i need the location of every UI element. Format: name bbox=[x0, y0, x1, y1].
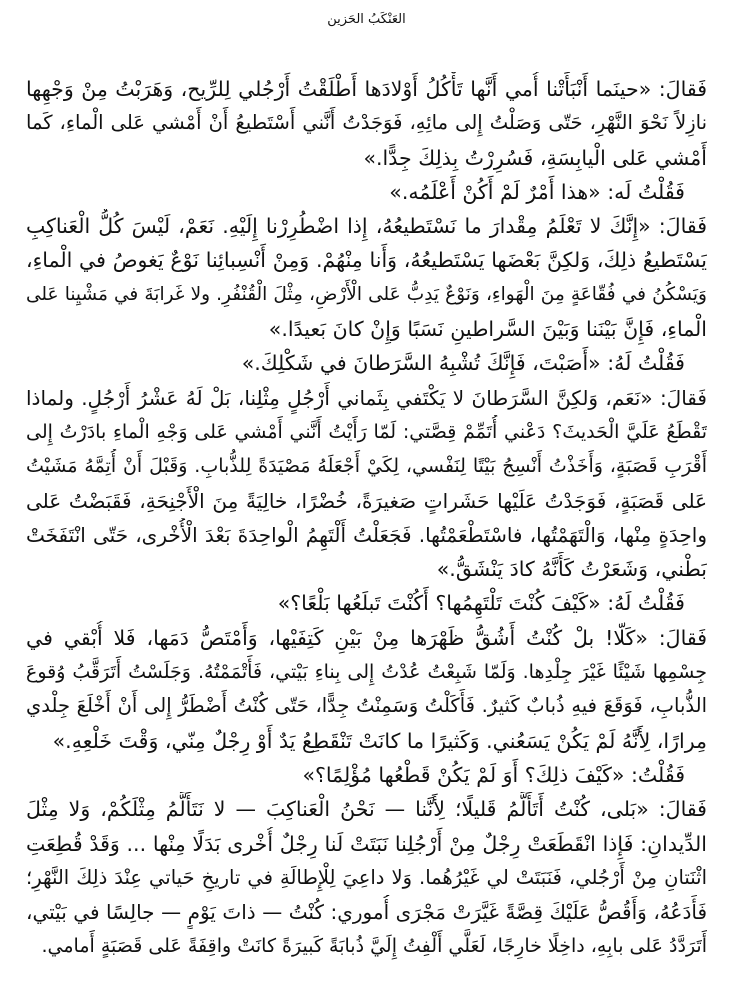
text-line: فَقُلْتُ لَه: «هذا أَمْرٌ لَمْ أَكُنْ أَعْلَمُه.» bbox=[389, 179, 685, 204]
text-line: فَقُلْتُ: «كَيْفَ ذلِكَ؟ أَوَ لَمْ يَكُنْ قَطْعُها مُؤْلِمًا؟» bbox=[302, 762, 685, 787]
text-line: الدِّيدانِ: فَإِذا انْقَطَعَتْ رِجْلٌ مِنْ أَرْجُلِنا نَبَتَتْ لَنا رِجْلٌ أُخْرى بَدَلًا مِنْها ... وَقَدْ قُطِعَتِ bbox=[26, 831, 707, 856]
paragraph bbox=[26, 381, 707, 587]
text-line: بَطْني، وَشَعَرْتُ كَأَنَّهُ كادَ يَنْشَقُّ.» bbox=[436, 557, 707, 582]
text-line: أَقْرَبِ قَصَبَةٍ، وَأَخَذْتُ أَنْسِجُ بَيْتًا لِنَفْسي، لِكَيْ أَجْعَلَهُ مَصْيَدَةً لِلذُّبابِ. وَقَبْلَ أَنْ أُتِمَّهُ مَشَيْتُ bbox=[26, 455, 707, 478]
text-line: أَتَرَدَّدُ عَلى بابِهِ، داخِلًا خارِجًا، لَعَلَّي أَلْفِتُ إِلَيَّ ذُبابَةً كَبيرَةً كانَتْ واقِفَةً عَلى قَصَبَةٍ أَمامي. bbox=[41, 935, 707, 958]
paragraph bbox=[26, 209, 707, 346]
text-line: اثْنَتانِ مِنْ أَرْجُلي، فَنَبَتَتْ لي غَيْرُهُما. وَلا داعِيَ لِلْإِطالَةِ في تاريخِ حَياتي عِنْدَ ذلِكَ النَّهْرِ؛ bbox=[26, 865, 707, 889]
text-line: فَقالَ: «حينَما أَنْبَأَتْنا أُمي أَنَّها تَأْكُلُ أَوْلادَها أَطْلَقْتُ أَرْجُلي لِلرِّيح، وَهَرَبْتُ مِنْ وَجْهِها bbox=[26, 77, 707, 101]
text-line: فَقالَ: «نَعَم، وَلكِنَّ السَّرَطانَ لا يَكْتَفي بِثَماني أَرْجُلٍ مِثْلِنا، بَلْ لَهُ عَشْرُ أَرْجُلٍ. ولماذا bbox=[26, 385, 707, 410]
text-line: يَسْتَطيعُ ذلِكَ، وَلكِنَّ بَعْضَها يَسْتَطيعُهُ، وَأَنا مِنْهُمْ. وَمِنْ أَنْسِبائِنا نَوْعٌ يَغوصُ في الْماءِ، bbox=[26, 248, 707, 273]
paragraph bbox=[26, 792, 707, 963]
text-line: الذُّبابِ، فَوَقَعَ فيهِ ذُبابٌ كَثيرٌ. فَأَكَلْتُ وَسَمِنْتُ جِدًّا، حَتّى كُنْتُ أَضْطَرُّ إِلى أَنْ أَخْلَعَ جِلْدي bbox=[26, 694, 707, 718]
text-line: وَيَسْكُنُ في فُقّاعَةٍ مِنَ الْهَواءِ، وَنَوْعٌ يَدِبُّ عَلى الْأَرْضِ، مِثْلَ الْقُنْفُرِ. ولا غَرابَةَ في مَشْيِنا عَلى bbox=[26, 283, 707, 305]
paragraph bbox=[26, 758, 707, 792]
text-line: فَقُلْتُ لَهُ: «أَصَبْتَ، فَإِنَّكَ تُشْبِهُ السَّرَطانَ في شَكْلِكَ.» bbox=[241, 351, 685, 376]
text-line: فَقالَ: «كَلّا! بلْ كُنْتُ أَشُقُّ ظَهْرَها مِنْ بَيْنِ كَتِفَيْها، وَأَمْتَصُّ دَمَها، فَلا أُبْقي في bbox=[26, 625, 707, 650]
text-line: الْماءِ، فَإِنَّ بَيْنَنا وَبَيْنَ السَّراطينِ نَسَبًا وَإِنْ كانَ بَعيدًا.» bbox=[268, 317, 707, 342]
text-line: فَقالَ: «إِنَّكَ لا تَعْلَمُ مِقْدارَ ما نَسْتَطيعُهُ، إِذا اضْطُرِرْنا إِلَيْهِ. نَعَمْ، لَيْسَ كُلُّ الْعَناكِبِ bbox=[26, 214, 707, 239]
paragraph bbox=[26, 346, 707, 380]
text-line: جِسْمِها شَيْئًا غَيْرَ جِلْدِها. وَلَمّا شَبِعْتُ عُدْتُ إِلى بِناءِ بَيْتي، فَأَتْمَمْتُهُ. وَجَلَسْتُ أَتَرَقَّبُ وُقوعَ bbox=[26, 661, 707, 684]
text-line: عَلى قَصَبَةٍ، فَوَجَدْتُ عَلَيْها حَشَراتٍ صَغيرَةً، خُضْرًا، خالِيَةً مِنَ الْأَجْنِحَةِ، فَقَبَضْتُ عَلى bbox=[26, 488, 707, 513]
text-line: نازِلاً نَحْوَ النَّهْرِ، حَتّى وَصَلْتُ إِلى مائِهِ، فَوَجَدْتُ أَنَّني أَسْتَطيعُ أَنْ أَمْشي عَلى الْماءِ، كَما bbox=[26, 111, 707, 135]
paragraph bbox=[26, 72, 707, 175]
text-line: أَمْشي عَلى الْيابِسَةِ، فَسُرِرْتُ بِذلِكَ جِدًّا.» bbox=[363, 145, 707, 170]
paragraph bbox=[26, 621, 707, 758]
text-line: مِرارًا، لِأَنَّهُ لَمْ يَكُنْ يَسَعُني. وَكَثيرًا ما كانَتْ تَنْقَطِعُ يَدٌ أَوْ رِجْلٌ مِنّي، وَقْتَ خَلْعِهِ.» bbox=[52, 728, 707, 753]
paragraph bbox=[26, 175, 707, 209]
text-line: فَقالَ: «بَلى، كُنْتُ أَتَأَلَّمُ قَليلًا؛ لِأَنَّنا — نَحْنُ الْعَناكِبَ — لا نَتَأَلَّمُ مِثْلَكُمْ، وَلا مِثْلَ bbox=[26, 797, 707, 822]
text-line: فَأَدَعُهُ، وَأَقُصُّ عَلَيْكَ قِصَّةً غَيَّرَتْ مَجْرَى أُموري: كُنْتُ — ذاتَ يَوْمٍ — جالِسًا في بَيْتي، bbox=[26, 900, 707, 925]
running-header: العَنْكَبُ الحَزين bbox=[327, 12, 406, 27]
text-line: فَقُلْتُ لَهُ: «كَيْفَ كُنْتَ تَلْتَهِمُها؟ أَكُنْتَ تَبلَعُها بَلْعًا؟» bbox=[277, 591, 685, 616]
paragraph bbox=[26, 586, 707, 620]
text-line: واحِدَةٍ مِنْها، وَالْتَهَمْتُها، فاسْتَطْعَمْتُها. فَجَعَلْتُ أَلْتَهِمُ الْواحِدَةَ بَعْدَ الْأُخْرى، حَتّى انْتَفَخَتْ bbox=[26, 522, 707, 547]
text-line: تَقْطَعُ عَلَيَّ الْحَديثَ؟ دَعْني أُتَمِّمْ قِصَّتي: لَمّا رَأَيْتُ أَنَّني أَمْشي عَلى وَجْهِ الْماءِ بادَرْتُ إِلى bbox=[26, 420, 707, 443]
story-text bbox=[26, 72, 707, 964]
